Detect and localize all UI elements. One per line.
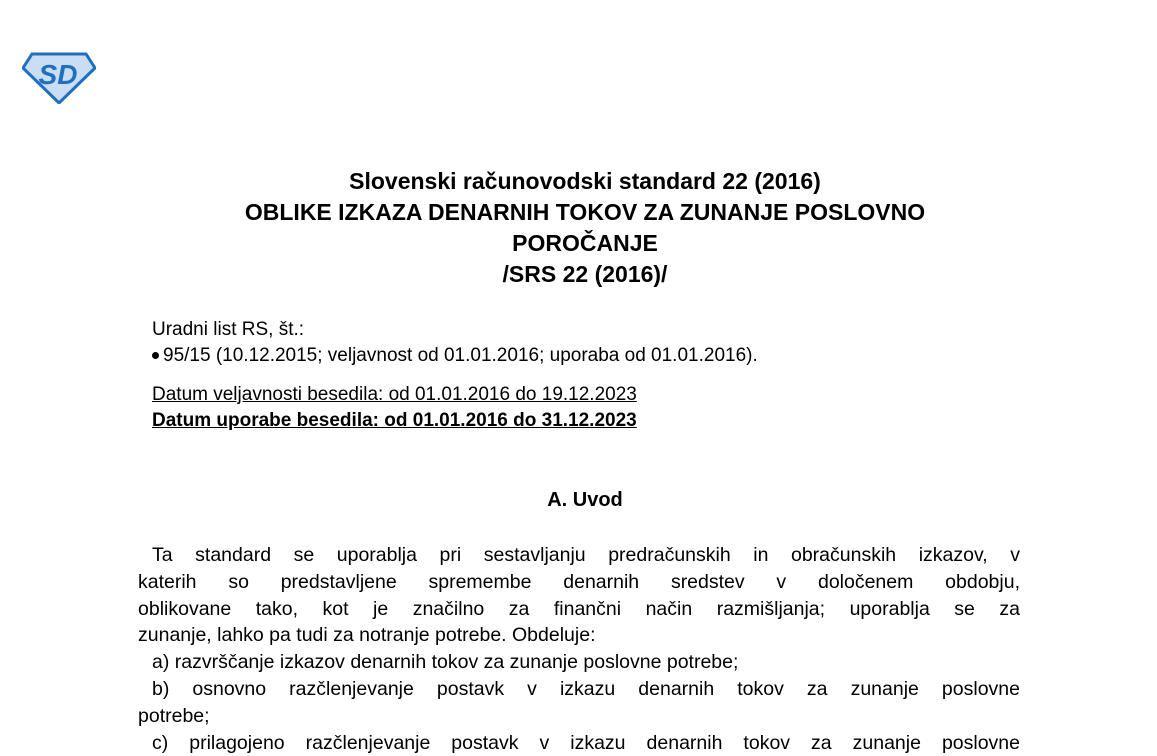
- intro-paragraph: [138, 542, 1020, 756]
- title-line: OBLIKE IZKAZA DENARNIH TOKOV ZA ZUNANJE POSLOVNO: [244, 199, 926, 225]
- list-item: b) osnovno razčlenjevanje postavk v izkazu denarnih tokov za zunanje poslovne: [152, 677, 1020, 700]
- section-heading: A. Uvod: [547, 489, 623, 511]
- paragraph-line: oblikovane tako, kot je značilno za finančni način razmišljanja; uporablja se za: [138, 597, 1020, 620]
- gazette-entry: [152, 343, 758, 369]
- validity-date: Datum veljavnosti besedila: od 01.01.2016 do 19.12.2023: [152, 384, 637, 405]
- gazette-label: Uradni list RS, št.:: [152, 319, 305, 340]
- usage-date: Datum uporabe besedila: od 01.01.2016 do 31.12.2023: [152, 410, 637, 431]
- list-item-continuation: potrebe;: [138, 704, 210, 727]
- title-line: POROČANJE: [512, 230, 658, 256]
- sd-logo: [22, 50, 96, 104]
- list-item: a) razvrščanje izkazov denarnih tokov za zunanje poslovne potrebe;: [152, 651, 739, 674]
- bullet-icon: [152, 352, 159, 359]
- paragraph-line: Ta standard se uporablja pri sestavljanju predračunskih in obračunskih izkazov, v: [152, 544, 1020, 566]
- gazette-entry-text: 95/15 (10.12.2015; veljavnost od 01.01.2016; uporaba od 01.01.2016).: [163, 345, 758, 366]
- title-line: /SRS 22 (2016)/: [502, 261, 668, 287]
- paragraph-line: zunanje, lahko pa tudi za notranje potrebe. Obdeluje:: [138, 624, 596, 647]
- svg-text:SD: SD: [38, 59, 78, 90]
- document-title: [100, 166, 1070, 290]
- paragraph-line: katerih so predstavljene spremembe denarnih sredstev v določenem obdobju,: [138, 570, 1020, 593]
- list-item: c) prilagojeno razčlenjevanje postavk v izkazu denarnih tokov za zunanje poslovne: [152, 731, 1020, 754]
- title-line: Slovenski računovodski standard 22 (2016): [349, 168, 821, 194]
